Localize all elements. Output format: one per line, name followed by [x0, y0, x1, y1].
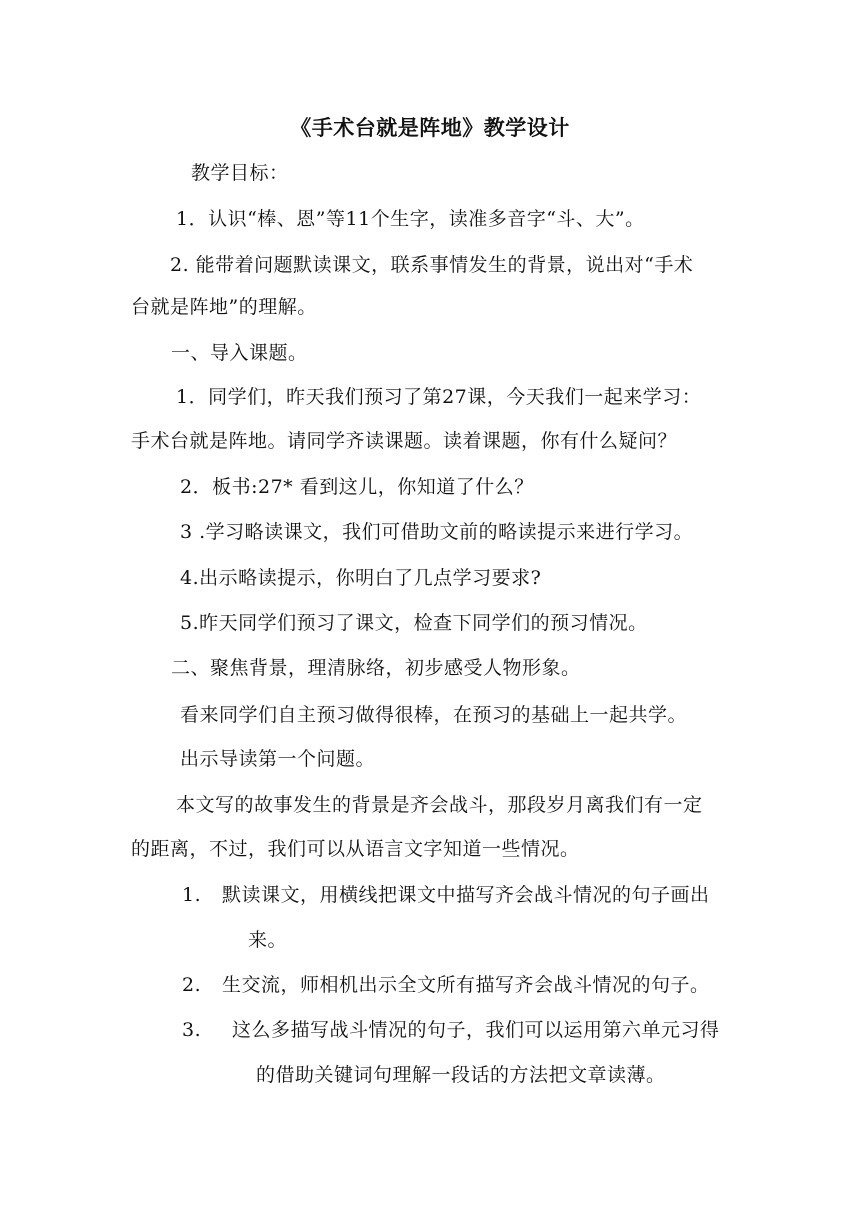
document-title: 《手术台就是阵地》教学设计 [290, 115, 570, 140]
s1-item5: 5.昨天同学们预习了课文，检查下同学们的预习情况。 [180, 612, 648, 634]
list-item-3-line2: 的借助关键词句理解一段话的方法把文章读薄。 [256, 1064, 666, 1086]
s2-para1: 看来同学们自主预习做得很棒，在预习的基础上一起共学。 [180, 704, 688, 726]
s2-para3-line1: 本文写的故事发生的背景是齐会战斗，那段岁月离我们有一定 [176, 794, 703, 816]
s2-para2: 出示导读第一个问题。 [180, 748, 376, 770]
objective-1: 1．认识“棒、恩”等11个生字，读准多音字“斗、大”。 [176, 208, 645, 230]
list-item-2-line1: 生交流，师相机出示全文所有描写齐会战斗情况的句子。 [222, 974, 710, 996]
section-1-heading: 一、导入课题。 [171, 342, 308, 364]
s2-para3-line2: 的距离，不过，我们可以从语言文字知道一些情况。 [131, 838, 580, 860]
objectives-heading: 教学目标： [191, 162, 289, 184]
section-2-heading: 二、聚焦背景，理清脉络，初步感受人物形象。 [171, 657, 581, 679]
s1-item4: 4.出示略读提示，你明白了几点学习要求? [180, 567, 542, 589]
list-item-3-number: 3. [182, 1019, 202, 1041]
list-item-1-line1: 默读课文，用横线把课文中描写齐会战斗情况的句子画出 [222, 884, 710, 906]
objective-2-line2: 台就是阵地”的理解。 [131, 296, 317, 318]
s1-item1-line1: 1．同学们，昨天我们预习了第27课，今天我们一起来学习： [176, 386, 702, 408]
list-item-2-number: 2. [182, 974, 202, 996]
s1-item2: 2．板书:27* 看到这儿，你知道了什么？ [180, 476, 534, 498]
list-item-3-line1: 这么多描写战斗情况的句子，我们可以运用第六单元习得 [232, 1019, 720, 1041]
list-item-1-line2: 来。 [248, 929, 288, 951]
s1-item3: 3 .学习略读课文，我们可借助文前的略读提示来进行学习。 [180, 521, 694, 543]
s1-item1-line2: 手术台就是阵地。请同学齐读课题。读着课题，你有什么疑问？ [131, 430, 678, 452]
list-item-1-number: 1. [182, 884, 202, 906]
objective-2-line1: 2. 能带着问题默读课文，联系事情发生的背景，说出对“手术 [170, 254, 694, 276]
